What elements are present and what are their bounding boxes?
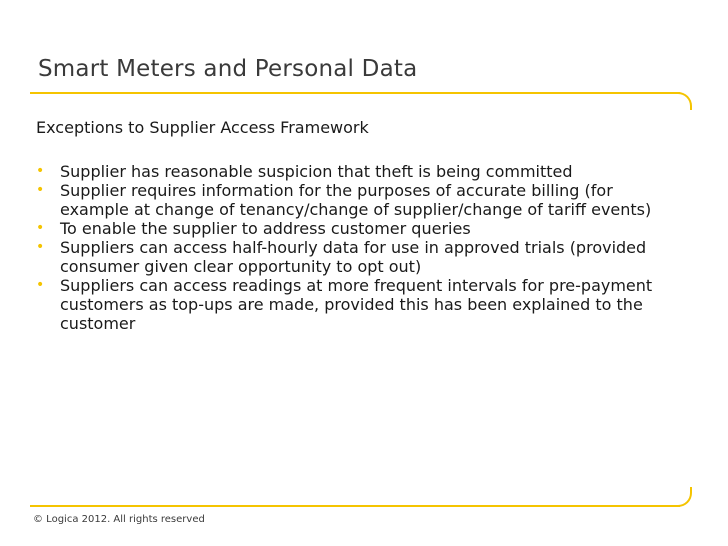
bullet-text: Suppliers can access half-hourly data for use in approved trials (provided consumer given clear opportunity to opt out) — [60, 238, 647, 276]
bullet-icon: • — [36, 182, 45, 198]
slide-title: Smart Meters and Personal Data — [38, 56, 418, 82]
bullet-icon: • — [36, 163, 45, 179]
bullet-item — [36, 162, 676, 181]
title-divider — [30, 92, 680, 94]
bullet-icon: • — [36, 277, 45, 293]
copyright-footer: © Logica 2012. All rights reserved — [33, 514, 205, 525]
bullet-item — [36, 181, 676, 219]
footer-divider — [30, 505, 680, 507]
bullet-text: Supplier requires information for the purposes of accurate billing (for example at change of tenancy/change of supplier/change of tariff events) — [60, 181, 652, 219]
bullet-item — [36, 219, 676, 238]
bullet-icon: • — [36, 220, 45, 236]
bullet-list — [36, 162, 676, 333]
bullet-text: To enable the supplier to address customer queries — [60, 219, 471, 238]
bullet-text: Suppliers can access readings at more frequent intervals for pre-payment customers as top-ups are made, provided this has been explained to the customer — [60, 276, 653, 333]
bullet-icon: • — [36, 239, 45, 255]
bullet-text: Supplier has reasonable suspicion that theft is being committed — [60, 162, 573, 181]
title-divider-curve — [672, 92, 692, 110]
bullet-item — [36, 276, 676, 333]
footer-divider-curve — [672, 487, 692, 507]
slide-subtitle: Exceptions to Supplier Access Framework — [36, 118, 369, 137]
bullet-item — [36, 238, 676, 276]
